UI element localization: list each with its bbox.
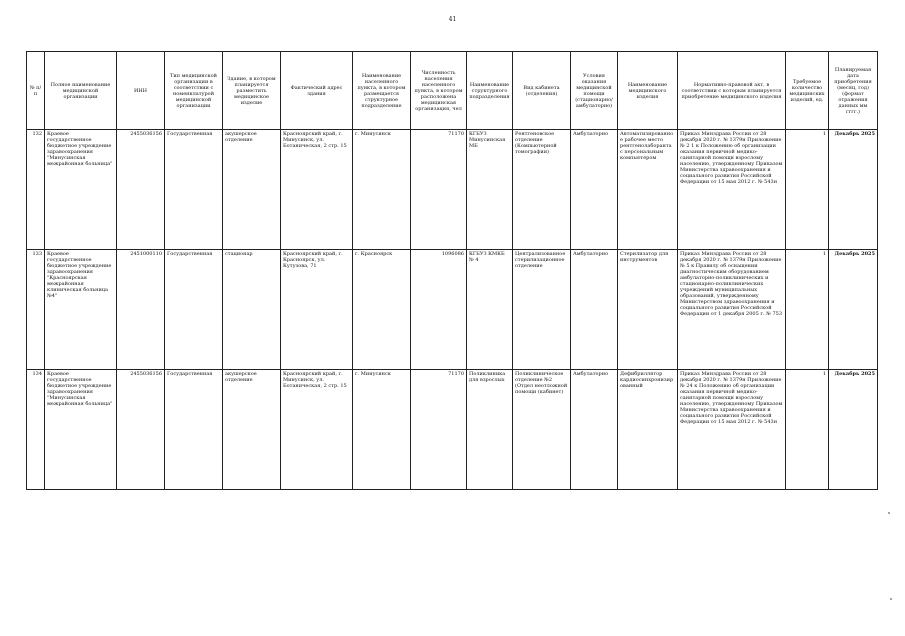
building: акушерское отделение	[223, 370, 281, 490]
legal-act: Приказ Минздрава России от 28 декабря 2020 г. № 1379н Приложение № 24 к Положению об организации оказания первичной медико-санитарной помощи взрослому населению, утвержденному Приказом Министерства здравоохранения и социального развития Российской Федерации от 15 мая 2012 г. № 543н	[678, 370, 786, 490]
address: Красноярский край, г. Минусинск, ул. Ботаническая, 2 стр. 15	[281, 370, 353, 490]
header-cell: Планируемая дата приобретения (месяц, год) (формат отражения данных мм гггг.)	[829, 52, 878, 130]
org-name: Краевое государственное бюджетное учреждение здравоохранения "Минусинская межрайонная больница"	[45, 130, 117, 250]
header-cell: ИНН	[117, 52, 165, 130]
conditions: Амбулаторно	[571, 130, 618, 250]
inn: 2451000110	[117, 250, 165, 370]
header-cell: Здание, в котором планируется разместить медицинское изделие	[223, 52, 281, 130]
header-cell: Полное наименование медицинской организации	[45, 52, 117, 130]
building: акушерское отделение	[223, 130, 281, 250]
header-cell: № п/п	[27, 52, 45, 130]
device: Автоматизированное рабочее место рентгенолаборанта с персональным компьютером	[618, 130, 678, 250]
address: Красноярский край, г. Красноярск, ул. Кутузова, 71	[281, 250, 353, 370]
conditions: Амбулаторно	[571, 370, 618, 490]
scan-speck	[888, 512, 890, 514]
header-cell: Вид кабинета (отделения)	[513, 52, 571, 130]
population: 1096086	[411, 250, 467, 370]
header-cell: Условия оказания медицинской помощи (стационарно/амбулаторно)	[571, 52, 618, 130]
legal-act: Приказ Минздрава России от 28 декабря 2020 г. № 1379н Приложение № 5 к Правилу об оснащении диагностическим оборудованием амбулаторно-поликлинических и стационарно-поликлинических учреждений муниципальных образований, утвержденному Министерством здравоохранения и социального развития Российской Федерации от 1 декабря 2005 г. № 753	[678, 250, 786, 370]
legal-act: Приказ Минздрава России от 28 декабря 2020 г. № 1379н Приложение № 2 1 к Положению об организации оказания первичной медико-санитарной помощи взрослому населению, утвержденному Приказом Министерства здравоохранения и социального развития Российской Федерации от 15 мая 2012 г. № 543н	[678, 130, 786, 250]
table-row	[27, 250, 878, 370]
inn: 2455036156	[117, 370, 165, 490]
quantity: 1	[786, 250, 829, 370]
population: 71170	[411, 130, 467, 250]
purchase-date: Декабрь 2025	[829, 250, 878, 370]
page-number: 41	[448, 16, 457, 23]
table-row	[27, 370, 878, 490]
device: Дефибриллятор кардиосинхронизированный	[618, 370, 678, 490]
row-number: 134	[27, 370, 45, 490]
org-name: Краевое государственное бюджетное учреждение здравоохранения "Красноярская межрайонная клиническая больница №4"	[45, 250, 117, 370]
quantity: 1	[786, 370, 829, 490]
inn: 2455036156	[117, 130, 165, 250]
org-name: Краевое государственное бюджетное учреждение здравоохранения "Минусинская межрайонная больница"	[45, 370, 117, 490]
header-cell: Наименование населенного пункта, в котором размещается структурное подразделение	[353, 52, 411, 130]
cabinet: Поликлиническое отделение №2 (Отдел неотложной помощи (кабинет)	[513, 370, 571, 490]
header-cell: Наименование структурного подразделения	[467, 52, 513, 130]
org-type: Государственная	[165, 130, 223, 250]
locality: г. Красноярск	[353, 250, 411, 370]
purchase-date: Декабрь 2025	[829, 130, 878, 250]
cabinet: Рентгеновское отделение (Компьютерной томографии)	[513, 130, 571, 250]
equipment-table	[26, 51, 878, 490]
unit: КГБУЗ Минусинская МБ	[467, 130, 513, 250]
header-cell: Тип медицинской организации в соответствии с номенклатурой медицинской организации	[165, 52, 223, 130]
address: Красноярский край, г. Минусинск, ул. Ботаническая, 2 стр. 15	[281, 130, 353, 250]
org-type: Государственная	[165, 370, 223, 490]
org-type: Государственная	[165, 250, 223, 370]
locality: г. Минусинск	[353, 130, 411, 250]
table-row	[27, 130, 878, 250]
locality: г. Минусинск	[353, 370, 411, 490]
row-number: 132	[27, 130, 45, 250]
unit: КГБУЗ КМКБ № 4	[467, 250, 513, 370]
header-cell: Фактический адрес здания	[281, 52, 353, 130]
header-cell: Численность населения населенного пункта, в котором расположена медицинская организация, чел	[411, 52, 467, 130]
unit: Поликлиника для взрослых	[467, 370, 513, 490]
header-cell: Требуемое количество медицинских изделий, ед.	[786, 52, 829, 130]
row-number: 133	[27, 250, 45, 370]
population: 71170	[411, 370, 467, 490]
purchase-date: Декабрь 2025	[829, 370, 878, 490]
table-header-row	[27, 52, 878, 130]
quantity: 1	[786, 130, 829, 250]
conditions: Амбулаторно	[571, 250, 618, 370]
building: стационар	[223, 250, 281, 370]
scan-speck	[890, 598, 892, 600]
device: Стерилизатор для инструментов	[618, 250, 678, 370]
header-cell: Нормативно-правовой акт, в соответствии с которым планируется приобретение медицинского изделия	[678, 52, 786, 130]
header-cell: Наименование медицинского изделия	[618, 52, 678, 130]
cabinet: Централизованное стерилизационное отделение	[513, 250, 571, 370]
